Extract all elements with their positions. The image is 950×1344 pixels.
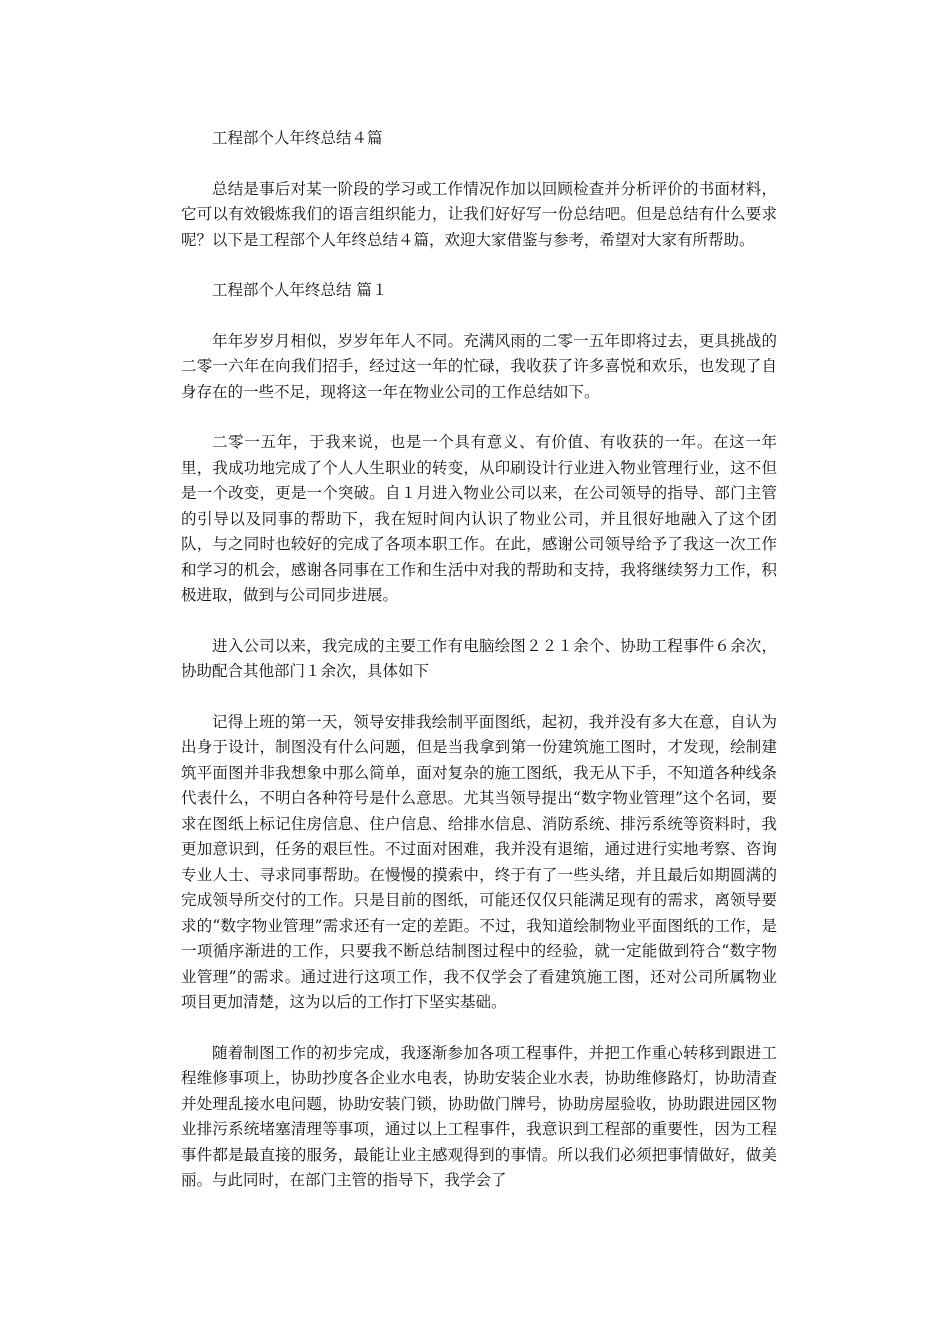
body-paragraph: 二零一五年，于我来说，也是一个具有意义、有价值、有收获的一年。在这一年里，我成功地完成了个人人生职业的转变，从印刷设计行业进入物业管理行业，这不但是一个改变，更是一个突破。自１月进入物业公司以来，在公司领导的指导、部门主管的引导以及同事的帮助下，我在短时间内认识了物业公司，并且很好地融入了这个团队，与之同时也较好的完成了各项本职工作。在此，感谢公司领导给予了我这一次工作和学习的机会，感谢各同事在工作和生活中对我的帮助和支持，我将继续努力工作，积极进取，做到与公司同步进展。 [181,433,777,604]
section-heading: 工程部个人年终总结 篇１ [212,281,388,299]
body-paragraph: 随着制图工作的初步完成，我逐渐参加各项工程事件，并把工作重心转移到跟进工程维修事项上，协助抄度各企业水电表，协助安装企业水表，协助维修路灯，协助清查并处理乱接水电问题，协助安装门锁，协助做门牌号，协助房屋验收，协助跟进园区物业排污系统堵塞清理等事项，通过以上工程事件，我意识到工程部的重要性，因为工程事件都是最直接的服务，最能让业主感观得到的事情。所以我们必须把事情做好，做美丽。与此同时，在部门主管的指导下，我学会了 [181,1043,777,1189]
document-title: 工程部个人年终总结４篇 [212,129,383,147]
document-body [181,126,777,1219]
body-paragraph: 记得上班的第一天，领导安排我绘制平面图纸，起初，我并没有多大在意，自认为出身于设计，制图没有什么问题，但是当我拿到第一份建筑施工图时，才发现，绘制建筑平面图并非我想象中那么简单，面对复杂的施工图纸，我无从下手，不知道各种线条代表什么，不明白各种符号是什么意思。尤其当领导提出“数字物业管理”这个名词，要求在图纸上标记住房信息、住户信息、给排水信息、消防系统、排污系统等资料时，我更加意识到，任务的艰巨性。不过面对困难，我并没有退缩，通过进行实地考察、咨询专业人士、寻求同事帮助。在慢慢的摸索中，终于有了一些头绪，并且最后如期圆满的完成领导所交付的工作。只是目前的图纸，可能还仅仅只能满足现有的需求，离领导要求的“数字物业管理”需求还有一定的差距。不过，我知道绘制物业平面图纸的工作，是一项循序渐进的工作，只要我不断总结制图过程中的经验，就一定能做到符合“数字物业管理”的需求。通过进行这项工作，我不仅学会了看建筑施工图，还对公司所属物业项目更加清楚，这为以后的工作打下坚实基础。 [181,712,777,1011]
intro-paragraph: 总结是事后对某一阶段的学习或工作情况作加以回顾检查并分析评价的书面材料，它可以有效锻炼我们的语言组织能力，让我们好好写一份总结吧。但是总结有什么要求呢？以下是工程部个人年终总结４篇，欢迎大家借鉴与参考，希望对大家有所帮助。 [181,179,777,249]
body-paragraph: 年年岁岁月相似，岁岁年年人不同。充满风雨的二零一五年即将过去，更具挑战的二零一六年在向我们招手，经过这一年的忙碌，我收获了许多喜悦和欢乐，也发现了自身存在的一些不足，现将这一年在物业公司的工作总结如下。 [181,331,777,401]
body-paragraph: 进入公司以来，我完成的主要工作有电脑绘图２２１余个、协助工程事件６余次，协助配合其他部门１余次，具体如下 [181,636,777,680]
